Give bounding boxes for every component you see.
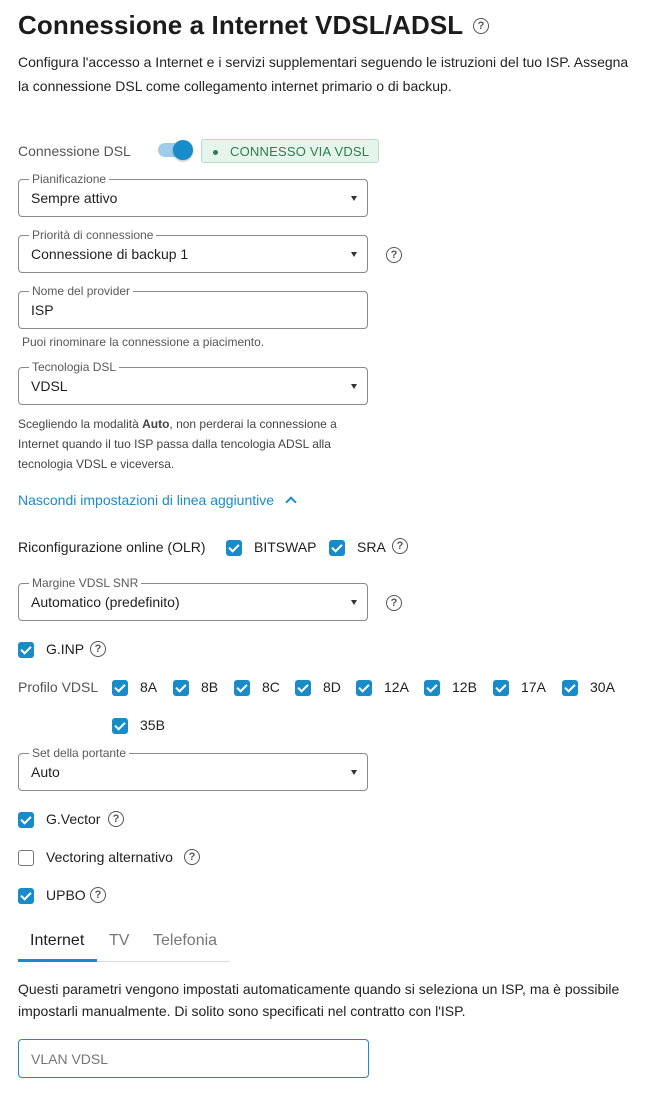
technology-note-line3: tecnologia VDSL e viceversa.	[18, 457, 175, 471]
chevron-down-icon	[351, 600, 357, 605]
profile-8b-label: 8B	[201, 679, 219, 695]
dsl-toggle-knob[interactable]	[173, 140, 193, 160]
sra-label: SRA	[357, 539, 386, 555]
carrier-set-select[interactable]	[18, 746, 368, 791]
technology-note-line1	[18, 414, 358, 434]
chevron-up-icon	[285, 496, 296, 507]
priority-select[interactable]	[18, 228, 368, 273]
profile-35b-label: 35B	[140, 717, 165, 733]
carrier-value: Auto	[31, 764, 60, 780]
tab-tv[interactable]: TV	[109, 932, 130, 949]
technology-note	[18, 414, 358, 474]
alt-vectoring-checkbox[interactable]	[18, 850, 34, 866]
page-description-line2: la connessione DSL come collegamento internet primario o di backup.	[18, 78, 452, 94]
tab-description-line2: impostarli manualmente. Di solito sono specificati nel contratto con l'ISP.	[18, 1003, 466, 1019]
schedule-value: Sempre attivo	[31, 190, 118, 206]
technology-legend: Tecnologia DSL	[29, 360, 119, 374]
technology-note-rest: , non perderai la connessione a	[169, 417, 337, 431]
alt-vectoring-label: Vectoring alternativo	[46, 849, 173, 865]
snr-legend: Margine VDSL SNR	[29, 576, 141, 590]
page-title	[18, 10, 463, 41]
gvector-help-icon[interactable]: ?	[108, 811, 124, 827]
profile-8a-checkbox[interactable]	[112, 680, 128, 696]
ginp-help-icon[interactable]: ?	[90, 641, 106, 657]
priority-help-icon[interactable]: ?	[386, 247, 402, 263]
upbo-checkbox[interactable]	[18, 888, 34, 904]
schedule-legend: Pianificazione	[29, 172, 109, 186]
tab-internet[interactable]: Internet	[30, 932, 85, 949]
snr-help-icon[interactable]: ?	[386, 595, 402, 611]
profile-8a-label: 8A	[140, 679, 158, 695]
bitswap-label: BITSWAP	[254, 539, 317, 555]
profile-8c-label: 8C	[262, 679, 280, 695]
bitswap-checkbox[interactable]	[226, 540, 242, 556]
priority-value: Connessione di backup 1	[31, 246, 189, 262]
profile-12a-label: 12A	[384, 679, 409, 695]
dsl-connection-label: Connessione DSL	[18, 143, 131, 159]
status-badge	[201, 139, 379, 163]
gvector-label: G.Vector	[46, 811, 101, 827]
hide-advanced-label: Nascondi impostazioni di linea aggiuntive	[18, 492, 275, 508]
technology-note-line2: Internet quando il tuo ISP passa dalla tencologia ADSL alla	[18, 437, 331, 451]
alt-vectoring-help-icon[interactable]: ?	[184, 849, 200, 865]
tab-internet-indicator	[18, 959, 97, 962]
profile-17a-checkbox[interactable]	[493, 680, 509, 696]
page-description	[18, 50, 633, 98]
profile-8c-checkbox[interactable]	[234, 680, 250, 696]
ginp-checkbox[interactable]	[18, 642, 34, 658]
tab-description-line1: Questi parametri vengono impostati automaticamente quando si seleziona un ISP, ma è possibile	[18, 981, 620, 997]
sra-checkbox[interactable]	[329, 540, 345, 556]
schedule-select[interactable]	[18, 172, 368, 217]
vlan-vdsl-input[interactable]	[18, 1039, 369, 1078]
upbo-help-icon[interactable]: ?	[90, 887, 106, 903]
status-text: CONNESSO VIA VDSL	[230, 144, 370, 159]
profile-8d-checkbox[interactable]	[295, 680, 311, 696]
chevron-down-icon	[351, 252, 357, 257]
page-title-text: Connessione a Internet VDSL/ADSL	[18, 10, 464, 40]
tab-telefonia[interactable]: Telefonia	[153, 932, 218, 949]
technology-value: VDSL	[31, 378, 68, 394]
snr-margin-select[interactable]	[18, 576, 368, 621]
chevron-down-icon	[351, 384, 357, 389]
profile-8d-label: 8D	[323, 679, 341, 695]
provider-name-field[interactable]	[18, 284, 368, 329]
provider-hint: Puoi rinominare la connessione a piacimento.	[22, 335, 265, 349]
ginp-label: G.INP	[46, 641, 85, 657]
provider-value[interactable]: ISP	[31, 302, 54, 318]
profile-12a-checkbox[interactable]	[356, 680, 372, 696]
help-icon[interactable]: ?	[473, 18, 489, 34]
profile-17a-label: 17A	[521, 679, 546, 695]
profile-8b-checkbox[interactable]	[173, 680, 189, 696]
carrier-legend: Set della portante	[29, 746, 129, 760]
hide-advanced-link[interactable]	[18, 492, 295, 510]
upbo-label: UPBO	[46, 887, 86, 903]
profile-30a-checkbox[interactable]	[562, 680, 578, 696]
olr-label: Riconfigurazione online (OLR)	[18, 539, 206, 555]
tab-description	[18, 978, 638, 1022]
profile-35b-checkbox[interactable]	[112, 718, 128, 734]
technology-note-pre: Scegliendo la modalità	[18, 417, 143, 431]
vdsl-profile-label: Profilo VDSL	[18, 679, 99, 695]
status-dot-icon	[213, 150, 218, 155]
gvector-checkbox[interactable]	[18, 812, 34, 828]
snr-value: Automatico (predefinito)	[31, 594, 180, 610]
olr-help-icon[interactable]: ?	[392, 538, 408, 554]
profile-12b-checkbox[interactable]	[424, 680, 440, 696]
chevron-down-icon	[351, 770, 357, 775]
profile-12b-label: 12B	[452, 679, 477, 695]
provider-legend: Nome del provider	[29, 284, 133, 298]
page-description-line1: Configura l'accesso a Internet e i servizi supplementari seguendo le istruzioni del tuo ISP. Assegna	[18, 54, 629, 70]
dsl-technology-select[interactable]	[18, 360, 368, 405]
chevron-down-icon	[351, 196, 357, 201]
profile-30a-label: 30A	[590, 679, 615, 695]
priority-legend: Priorità di connessione	[29, 228, 156, 242]
technology-note-bold: Auto	[142, 417, 170, 431]
